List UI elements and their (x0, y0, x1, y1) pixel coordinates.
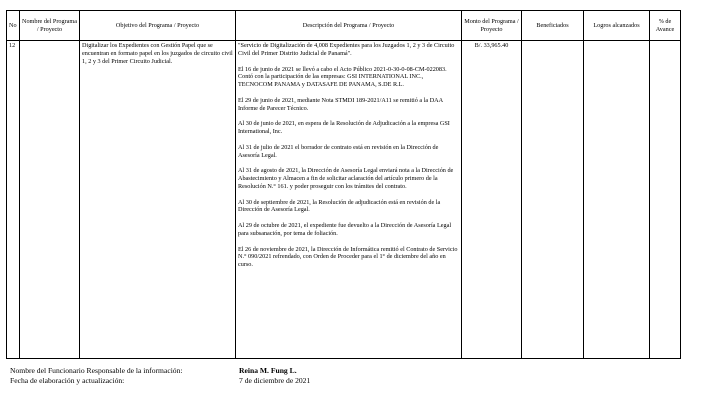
cell-logros (584, 41, 650, 359)
header-row (7, 11, 681, 41)
header-beneficiados: Beneficiados (522, 11, 584, 41)
desc-paragraph: Al 31 de agosto de 2021, la Dirección de Asesoría Legal enviará nota a la Dirección de Abastecimiento y Almacen a fin de solicitar aclaración del artículo primero de la Resolución N.° 161. y poder proseguir con los trámites del contrato. (238, 167, 454, 190)
desc-paragraph: Al 31 de julio de 2021 el borrador de contrato está en revisión en la Dirección de Asesoría Legal. (238, 143, 439, 159)
desc-paragraph: "Servicio de Digitalización de 4,008 Expedientes para los Juzgados 1, 2 y 3 de Circuito Civil del Primer Distrito Judicial de Panamá". (238, 42, 455, 57)
program-table (6, 10, 681, 359)
desc-paragraph: El 29 de junio de 2021, mediante Nota STMDI 189-2021/A11 se remitió a la DAA Informe de Parecer Técnico. (238, 96, 443, 112)
fecha-label: Fecha de elaboración y actualización: (10, 376, 125, 385)
cell-no: 12 (7, 41, 20, 359)
header-avance: % de Avance (650, 11, 681, 41)
responsable-value: Reina M. Fung L. (239, 366, 297, 375)
fecha-row (10, 376, 310, 386)
table-row (7, 41, 681, 359)
cell-beneficiados (522, 41, 584, 359)
responsable-label: Nombre del Funcionario Responsable de la información: (10, 366, 183, 375)
responsable-row (10, 366, 310, 376)
footer (10, 366, 310, 386)
desc-paragraph: El 26 de noviembre de 2021, la Dirección de Informática remitió el Contrato de Servicio N.° 090/2021 refrendado, con Orden de Proceder para el 1° de diciembre del año en curso. (238, 245, 458, 268)
desc-paragraph: Al 30 de junio de 2021, en espera de la Resolución de Adjudicación a la empresa GSI International, Inc. (238, 120, 450, 135)
header-descripcion: Descripción del Programa / Proyecto (236, 11, 462, 41)
cell-avance (650, 41, 681, 359)
fecha-value: 7 de diciembre de 2021 (239, 376, 311, 385)
cell-objetivo: Digitalizar los Expedientes con Gestión Papel que se encuentran en formato papel en los juzgados de circuito civil 1, 2 y 3 del Primer Circuito Judicial. (80, 41, 236, 359)
header-no: No (7, 11, 20, 41)
header-nombre: Nombre del Programa / Proyecto (20, 11, 80, 41)
cell-monto: B/. 33,965.40 (462, 41, 522, 359)
desc-paragraph: Al 30 de septiembre de 2021, la Resolución de adjudicación está en revisión de la Dirección de Asesoría Legal. (238, 198, 441, 214)
cell-nombre (20, 41, 80, 359)
cell-descripcion (236, 41, 462, 359)
desc-paragraph: El 16 de junio de 2021 se llevó a cabo el Acto Público 2021-0-30-0-08-CM-022083. Contó con la participación de las empresas: GSI INTERNATIONAL INC., TECNOCOM PANAMA y DATASAFE DE PANAMA, S.DE R.L. (238, 65, 447, 88)
header-objetivo: Objetivo del Programa / Proyecto (80, 11, 236, 41)
header-monto: Monto del Programa / Proyecto (462, 11, 522, 41)
desc-paragraph: Al 29 de octubre de 2021, el expediente fue devuelto a la Dirección de Asesoría Legal para subsanación, por tema de foliación. (238, 222, 452, 237)
header-logros: Logros alcanzados (584, 11, 650, 41)
